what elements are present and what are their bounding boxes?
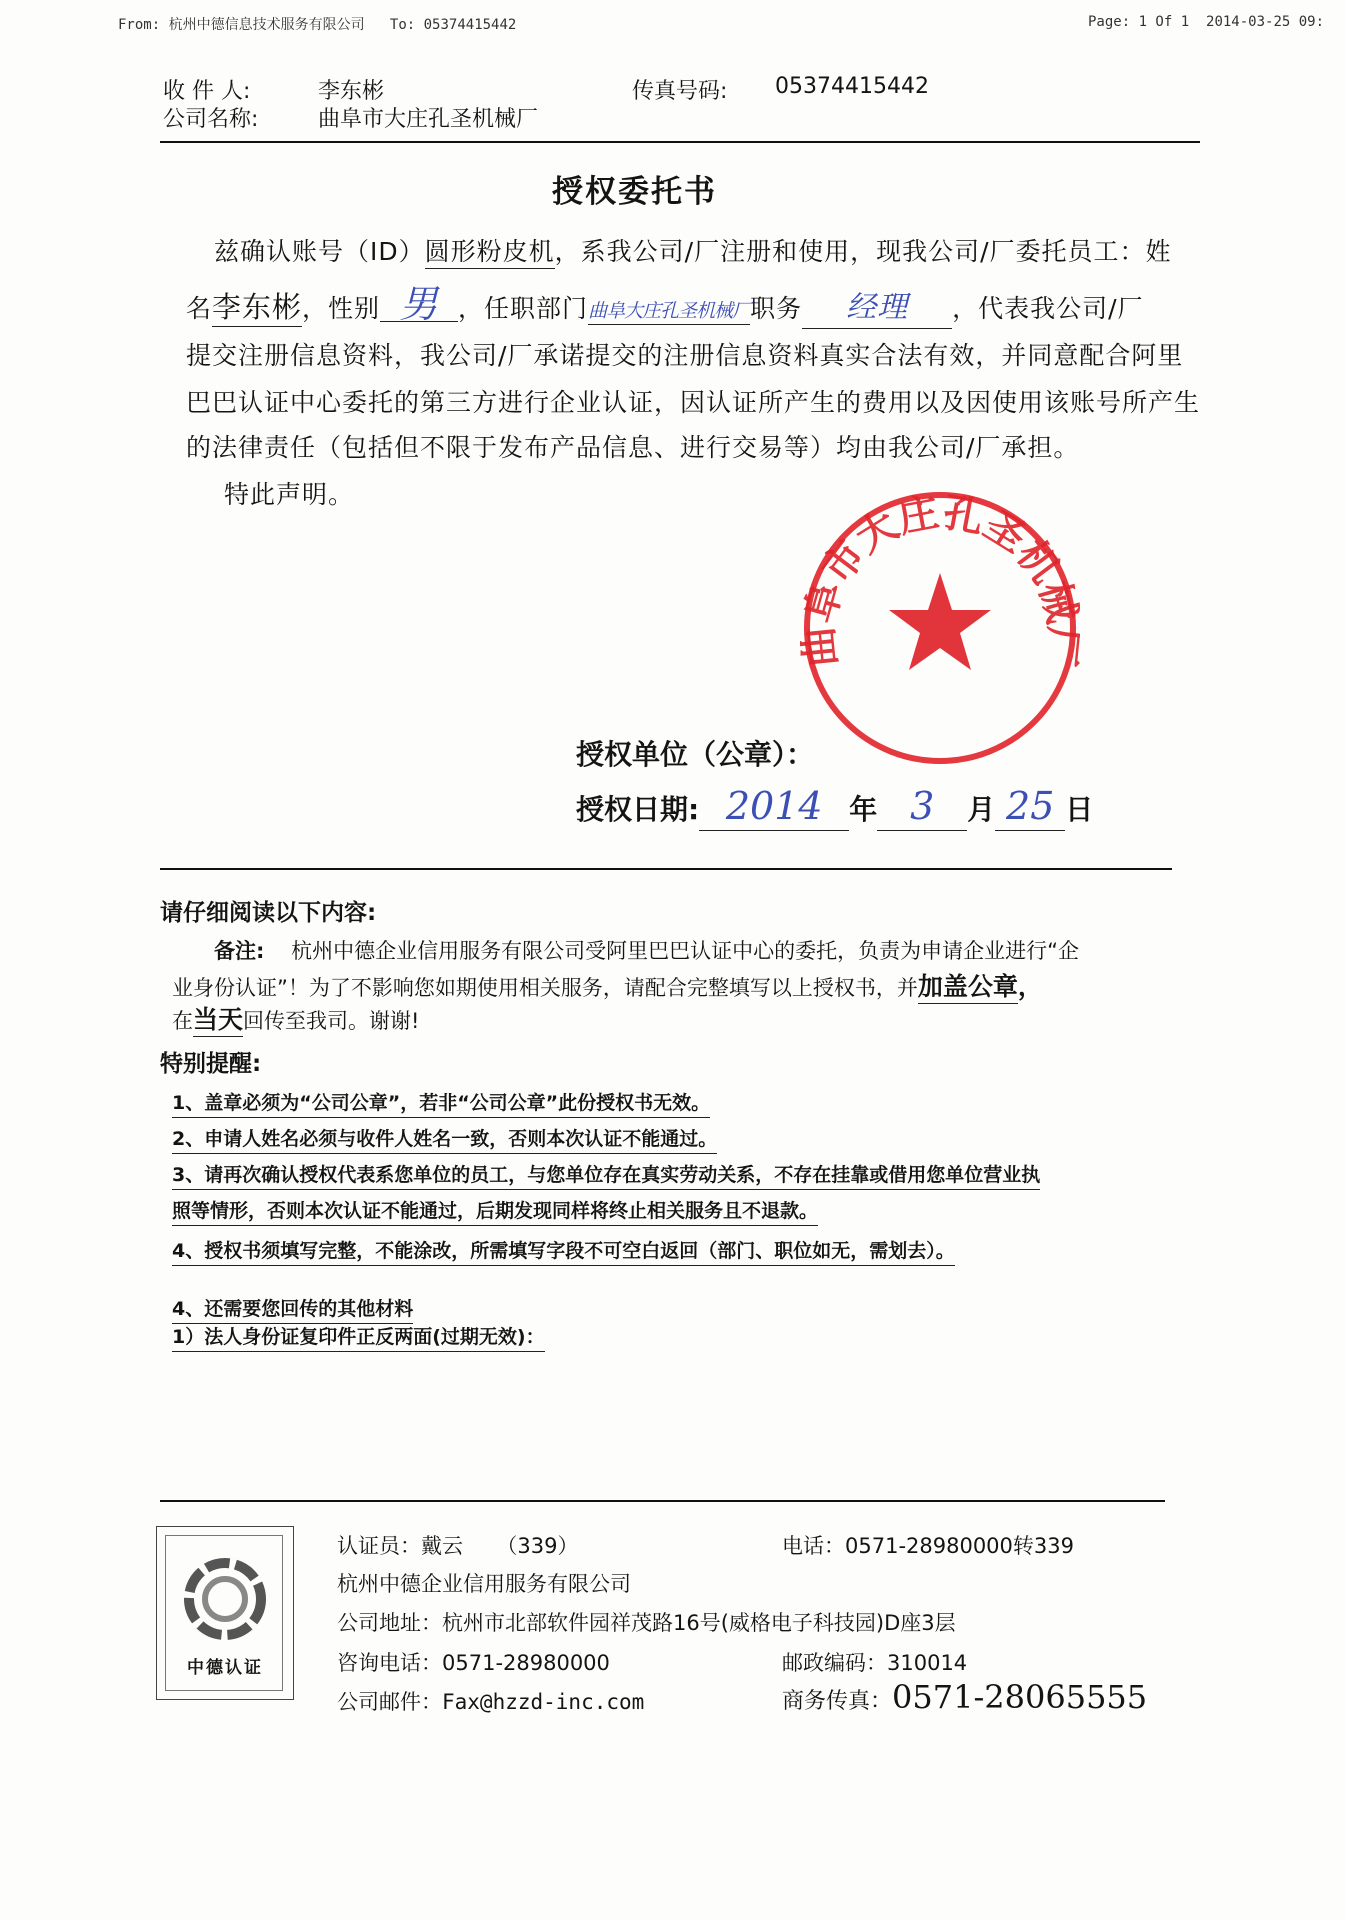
fax-from bbox=[118, 14, 516, 34]
fax-from-label: From: bbox=[118, 17, 161, 33]
fax-number: 05374415442 bbox=[775, 74, 929, 99]
consult-label: 咨询电话： bbox=[337, 1651, 442, 1675]
phone-value: 0571-28980000转339 bbox=[845, 1534, 1074, 1558]
fax-datetime: 2014-03-25 09: bbox=[1206, 14, 1325, 30]
consult-value: 0571-28980000 bbox=[442, 1651, 610, 1675]
dept-value: 曲阜大庄孔圣机械厂 bbox=[588, 300, 750, 325]
phone-line bbox=[782, 1530, 1074, 1560]
bizfax-value: 0571-28065555 bbox=[892, 1678, 1148, 1716]
para1-rest: ，系我公司/厂注册和使用，现我公司/厂委托员工：姓 bbox=[554, 237, 1172, 266]
month-unit: 月 bbox=[967, 793, 996, 826]
closing-statement: 特此声明。 bbox=[224, 480, 355, 509]
name-prefix: 名 bbox=[186, 294, 213, 323]
address-value: 杭州市北部软件园祥茂路16号(威格电子科技园)D座3层 bbox=[442, 1611, 956, 1635]
note-emphasis-seal: 加盖公章 bbox=[918, 972, 1018, 1004]
para-line-2 bbox=[186, 282, 1144, 329]
fax-to-number: 05374415442 bbox=[423, 17, 517, 33]
certifier-line bbox=[337, 1530, 578, 1560]
notice-heading: 请仔细阅读以下内容: bbox=[160, 900, 377, 926]
para-line-4: 巴巴认证中心委托的第三方进行企业认证，因认证所产生的费用以及因使用该账号所产生 bbox=[186, 388, 1201, 417]
fax-number-label: 传真号码: bbox=[632, 79, 728, 104]
consult-line bbox=[337, 1647, 610, 1677]
employee-name: 李东彬 bbox=[212, 290, 302, 327]
bizfax-line bbox=[782, 1678, 1147, 1716]
postcode-value: 310014 bbox=[887, 1651, 968, 1675]
company-logo bbox=[156, 1526, 294, 1700]
email-label: 公司邮件： bbox=[337, 1690, 442, 1714]
recipient-label: 收 件 人: bbox=[163, 79, 251, 104]
seal-text: 曲阜市大庄孔圣机械 bbox=[800, 489, 1080, 669]
note-emphasis-sameday: 当天 bbox=[193, 1005, 243, 1037]
logo-text: 中德认证 bbox=[187, 1658, 263, 1678]
position-value: 经理 bbox=[802, 282, 952, 329]
certifier-name: 戴云 bbox=[421, 1534, 463, 1558]
para1-prefix: 兹确认账号（ID） bbox=[214, 237, 425, 266]
materials-item: 1）法人身份证复印件正反两面(过期无效)： bbox=[172, 1322, 545, 1352]
footer-company-name: 杭州中德企业信用服务有限公司 bbox=[337, 1572, 631, 1596]
para-line-3: 提交注册信息资料，我公司/厂承诺提交的注册信息资料真实合法有效，并同意配合阿里 bbox=[186, 341, 1184, 370]
day-unit: 日 bbox=[1065, 793, 1094, 826]
fax-page-label: Page: 1 Of 1 bbox=[1088, 14, 1190, 30]
postcode-label: 邮政编码： bbox=[782, 1651, 887, 1675]
month-value: 3 bbox=[877, 784, 967, 831]
section-divider bbox=[160, 868, 1172, 870]
note-text-1: 杭州中德企业信用服务有限公司受阿里巴巴认证中心的委托，负责为申请企业进行“企 bbox=[291, 939, 1079, 963]
para-line-1 bbox=[214, 232, 1172, 268]
reminder-item: 2、申请人姓名必须与收件人姓名一致，否则本次认证不能通过。 bbox=[172, 1124, 717, 1154]
fax-from-company: 杭州中德信息技术服务有限公司 bbox=[168, 17, 365, 33]
address-label: 公司地址： bbox=[337, 1611, 442, 1635]
reminder-item: 3、请再次确认授权代表系您单位的员工，与您单位存在真实劳动关系，不存在挂靠或借用您单位营业执 bbox=[172, 1160, 1040, 1190]
note-text-3-prefix: 在 bbox=[172, 1009, 193, 1033]
materials-heading: 4、还需要您回传的其他材料 bbox=[172, 1294, 413, 1324]
letter-title: 授权委托书 bbox=[552, 174, 717, 210]
phone-label: 电话： bbox=[782, 1534, 845, 1558]
year-unit: 年 bbox=[849, 793, 878, 826]
authorization-date bbox=[576, 784, 1093, 831]
note-text-2-end: ， bbox=[1017, 972, 1043, 1001]
company-name: 曲阜市大庄孔圣机械厂 bbox=[318, 107, 539, 132]
header-divider bbox=[160, 141, 1200, 143]
day-value: 25 bbox=[995, 784, 1065, 831]
year-value: 2014 bbox=[699, 784, 849, 831]
reminder-item: 1、盖章必须为“公司公章”，若非“公司公章”此份授权书无效。 bbox=[172, 1088, 710, 1118]
bizfax-label: 商务传真： bbox=[782, 1689, 893, 1714]
postcode-line bbox=[782, 1647, 967, 1677]
position-label: 职务 bbox=[750, 294, 803, 323]
account-id: 圆形粉皮机 bbox=[425, 237, 555, 269]
gender-label: ，性别 bbox=[302, 294, 381, 323]
note-text-3-rest: 回传至我司。谢谢! bbox=[243, 1009, 420, 1033]
aperture-icon bbox=[183, 1557, 267, 1641]
reminder-item: 4、授权书须填写完整，不能涂改，所需填写字段不可空白返回（部门、职位如无，需划去）。 bbox=[172, 1236, 955, 1266]
company-seal bbox=[800, 488, 1080, 768]
email-line bbox=[337, 1686, 644, 1716]
note-line-3 bbox=[172, 1000, 419, 1036]
gender-value: 男 bbox=[380, 289, 458, 322]
reminder-item: 照等情形，否则本次认证不能通过，后期发现同样将终止相关服务且不退款。 bbox=[172, 1196, 818, 1226]
recipient-name: 李东彬 bbox=[318, 79, 385, 104]
dept-label: ，任职部门 bbox=[458, 294, 589, 323]
fax-to-label: To: bbox=[389, 17, 416, 33]
reminders-heading: 特别提醒: bbox=[160, 1051, 262, 1077]
footer-divider bbox=[160, 1500, 1165, 1502]
note-line-1 bbox=[214, 935, 1079, 965]
email-value: Fax@hzzd-inc.com bbox=[442, 1690, 645, 1714]
note-text-2: 业身份认证”！为了不影响您如期使用相关服务，请配合完整填写以上授权书，并 bbox=[172, 976, 918, 1000]
authorization-unit-label: 授权单位（公章）： bbox=[576, 738, 815, 771]
note-line-2 bbox=[172, 967, 1043, 1003]
date-label: 授权日期: bbox=[576, 793, 700, 826]
certifier-label: 认证员： bbox=[337, 1534, 421, 1558]
para-line-5: 的法律责任（包括但不限于发布产品信息、进行交易等）均由我公司/厂承担。 bbox=[186, 433, 1080, 462]
certifier-id: （339） bbox=[496, 1534, 579, 1558]
note-label: 备注: bbox=[214, 939, 265, 963]
line2-rest: ，代表我公司/厂 bbox=[952, 294, 1144, 323]
company-label: 公司名称: bbox=[163, 107, 259, 132]
fax-page-info bbox=[1088, 14, 1324, 30]
address-line bbox=[337, 1607, 956, 1637]
